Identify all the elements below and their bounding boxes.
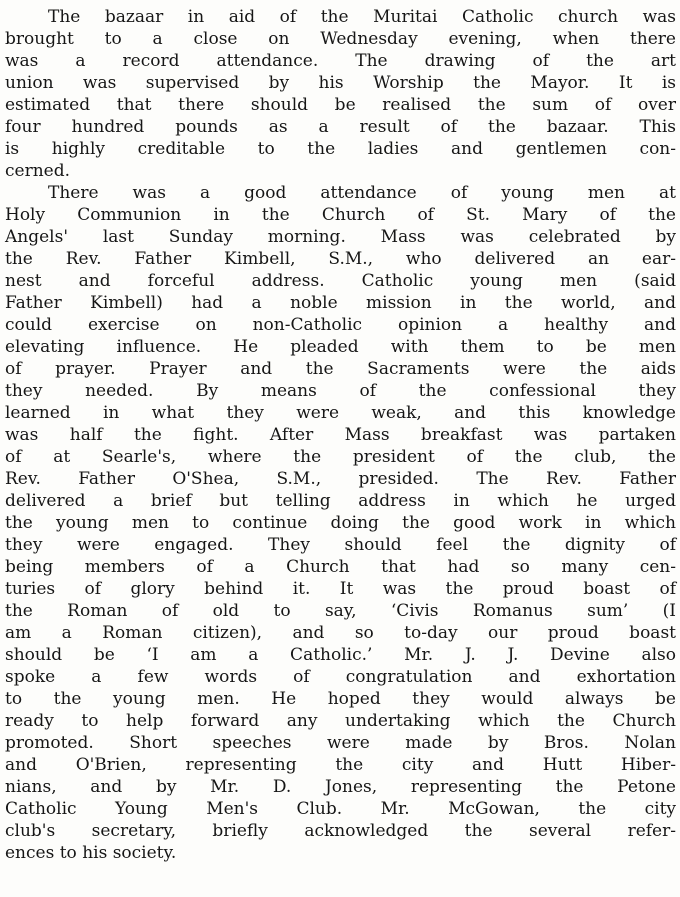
text-line: The bazaar in aid of the Muritai Catholic church was: [48, 7, 676, 27]
article-column: [5, 6, 676, 864]
text-line: Angels' last Sunday morning. Mass was celebrated by: [5, 227, 676, 247]
text-line: There was a good attendance of young men at: [48, 183, 676, 203]
text-line: ences to his society.: [5, 843, 177, 863]
text-line: ready to help forward any undertaking which the Church: [5, 711, 676, 731]
text-line: being members of a Church that had so many cen-: [5, 557, 676, 577]
text-line: the Rev. Father Kimbell, S.M., who delivered an ear-: [5, 249, 676, 269]
text-line: could exercise on non-Catholic opinion a healthy and: [5, 315, 676, 335]
text-line: they were engaged. They should feel the dignity of: [5, 535, 676, 555]
text-line: Holy Communion in the Church of St. Mary of the: [5, 205, 676, 225]
text-line: should be ‘I am a Catholic.’ Mr. J. J. Devine also: [5, 645, 676, 665]
text-line: promoted. Short speeches were made by Bros. Nolan: [5, 733, 676, 753]
text-line: brought to a close on Wednesday evening, when there: [5, 29, 676, 49]
text-line: the Roman of old to say, ‘Civis Romanus sum’ (I: [5, 601, 676, 621]
text-line: the young men to continue doing the good work in which: [5, 513, 676, 533]
text-line: was half the fight. After Mass breakfast was partaken: [5, 425, 676, 445]
text-line: Rev. Father O'Shea, S.M., presided. The Rev. Father: [5, 469, 676, 489]
text-line: nest and forceful address. Catholic young men (said: [5, 271, 676, 291]
text-line: Father Kimbell) had a noble mission in the world, and: [5, 293, 676, 313]
text-line: union was supervised by his Worship the Mayor. It is: [5, 73, 676, 93]
text-line: was a record attendance. The drawing of the art: [5, 51, 676, 71]
text-line: club's secretary, briefly acknowledged the several refer-: [5, 821, 676, 841]
text-line: turies of glory behind it. It was the proud boast of: [5, 579, 676, 599]
text-line: cerned.: [5, 161, 71, 181]
text-line: learned in what they were weak, and this knowledge: [5, 403, 676, 423]
article-paragraph: [5, 6, 676, 182]
text-line: and O'Brien, representing the city and Hutt Hiber-: [5, 755, 676, 775]
text-line: of at Searle's, where the president of the club, the: [5, 447, 676, 467]
text-line: Catholic Young Men's Club. Mr. McGowan, the city: [5, 799, 676, 819]
text-line: nians, and by Mr. D. Jones, representing the Petone: [5, 777, 676, 797]
text-line: four hundred pounds as a result of the bazaar. This: [5, 117, 676, 137]
text-line: to the young men. He hoped they would always be: [5, 689, 676, 709]
text-line: delivered a brief but telling address in which he urged: [5, 491, 676, 511]
text-line: of prayer. Prayer and the Sacraments were the aids: [5, 359, 676, 379]
text-line: spoke a few words of congratulation and exhortation: [5, 667, 676, 687]
text-line: estimated that there should be realised the sum of over: [5, 95, 676, 115]
text-line: is highly creditable to the ladies and gentlemen con-: [5, 139, 676, 159]
text-line: they needed. By means of the confessional they: [5, 381, 676, 401]
article-paragraph: [5, 182, 676, 864]
text-line: elevating influence. He pleaded with them to be men: [5, 337, 676, 357]
text-line: am a Roman citizen), and so to-day our proud boast: [5, 623, 676, 643]
